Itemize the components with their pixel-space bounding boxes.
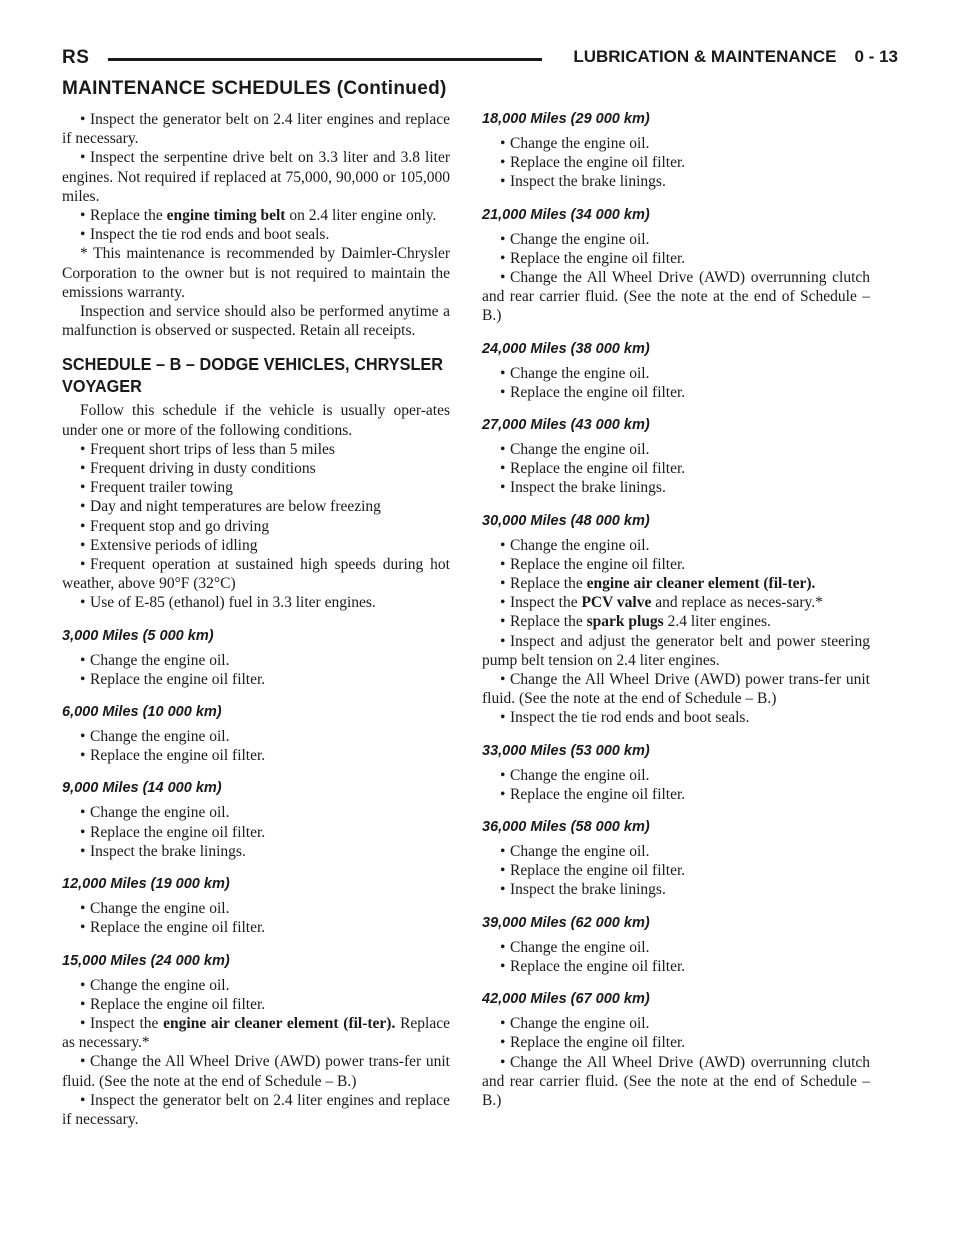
- page-number: 0 - 13: [854, 47, 898, 66]
- bullet-item: • Replace the engine oil filter.: [482, 249, 870, 268]
- condition-item: • Frequent operation at sustained high speeds during hot weather, above 90°F (32°C): [62, 555, 450, 593]
- bullet-item: • Inspect the brake linings.: [62, 842, 450, 861]
- mileage-heading: 24,000 Miles (38 000 km): [482, 340, 650, 357]
- bold-term: engine timing belt: [166, 207, 286, 225]
- mileage-heading: 42,000 Miles (67 000 km): [482, 991, 650, 1008]
- bullet-item: • Inspect the serpentine drive belt on 3.3 liter and 3.8 liter engines. Not required if replaced at 75,000, 90,000 or 105,000 miles.: [62, 148, 450, 206]
- bullet-item: • Replace the engine oil filter.: [62, 995, 450, 1014]
- bullet-item: • Change the engine oil.: [482, 364, 870, 383]
- mileage-heading: 12,000 Miles (19 000 km): [62, 876, 230, 893]
- bold-term: engine air cleaner element (fil-ter).: [163, 1014, 396, 1032]
- bold-term: PCV valve: [581, 594, 652, 612]
- bullet-item: • Change the All Wheel Drive (AWD) power trans-fer unit fluid. (See the note at the end of Schedule – B.): [482, 670, 870, 708]
- header-title: [573, 47, 898, 67]
- bullet-item: • Change the engine oil.: [62, 651, 450, 670]
- mileage-heading: 21,000 Miles (34 000 km): [482, 206, 650, 223]
- header-rule: [108, 58, 542, 61]
- paragraph: Follow this schedule if the vehicle is usually oper-ates under one or more of the following conditions.: [62, 402, 450, 439]
- bullet-item: • Replace the engine oil filter.: [62, 918, 450, 937]
- bullet-item: • Change the engine oil.: [62, 803, 450, 822]
- bullet-item: • Change the All Wheel Drive (AWD) overrunning clutch and rear carrier fluid. (See the note at the end of Schedule – B.): [482, 268, 870, 326]
- bold-term: engine air cleaner element (fil-ter).: [586, 575, 816, 593]
- condition-item: • Frequent driving in dusty conditions: [62, 459, 450, 478]
- chapter-title: LUBRICATION & MAINTENANCE: [573, 47, 837, 66]
- mileage-heading: 6,000 Miles (10 000 km): [62, 704, 222, 721]
- bullet-item: • Change the engine oil.: [482, 536, 870, 555]
- bullet-item: • Inspect the generator belt on 2.4 liter engines and replace if necessary.: [62, 1091, 450, 1129]
- bullet-item: • Change the engine oil.: [482, 134, 870, 153]
- continued-title: MAINTENANCE SCHEDULES (Continued): [62, 78, 447, 99]
- mileage-heading: 33,000 Miles (53 000 km): [482, 742, 650, 759]
- bullet-item: • Replace the engine oil filter.: [482, 555, 870, 574]
- bullet-item: • Change the All Wheel Drive (AWD) overrunning clutch and rear carrier fluid. (See the note at the end of Schedule – B.): [482, 1053, 870, 1111]
- bullet-item: • Inspect the tie rod ends and boot seals.: [482, 708, 870, 727]
- mileage-heading: 30,000 Miles (48 000 km): [482, 512, 650, 529]
- bullet-item: • Replace the engine timing belt on 2.4 liter engine only.: [62, 206, 450, 225]
- bullet-item: • Inspect the engine air cleaner element (fil-ter). Replace as necessary.*: [62, 1014, 450, 1052]
- bullet-item: • Change the engine oil.: [482, 230, 870, 249]
- bullet-item: • Replace the engine oil filter.: [482, 785, 870, 804]
- bullet-item: • Change the engine oil.: [482, 938, 870, 957]
- mileage-heading: 36,000 Miles (58 000 km): [482, 819, 650, 836]
- bullet-item: • Inspect the generator belt on 2.4 liter engines and replace if necessary.: [62, 110, 450, 148]
- bullet-item: • Inspect the brake linings.: [482, 880, 870, 899]
- bullet-item: • Change the engine oil.: [62, 727, 450, 746]
- bullet-item: • Change the All Wheel Drive (AWD) power trans-fer unit fluid. (See the note at the end of Schedule – B.): [62, 1052, 450, 1090]
- bullet-item: • Change the engine oil.: [482, 842, 870, 861]
- bullet-item: • Replace the engine oil filter.: [62, 823, 450, 842]
- condition-item: • Frequent short trips of less than 5 miles: [62, 440, 450, 459]
- bullet-item: • Replace the engine oil filter.: [482, 153, 870, 172]
- bullet-item: • Change the engine oil.: [62, 976, 450, 995]
- bullet-item: • Change the engine oil.: [482, 1014, 870, 1033]
- bullet-item: • Replace the engine oil filter.: [482, 861, 870, 880]
- page-header: [62, 47, 898, 73]
- bold-term: spark plugs: [586, 613, 664, 631]
- condition-item: • Use of E-85 (ethanol) fuel in 3.3 liter engines.: [62, 593, 450, 612]
- mileage-heading: 18,000 Miles (29 000 km): [482, 111, 650, 127]
- bullet-item: • Change the engine oil.: [482, 766, 870, 785]
- condition-item: • Extensive periods of idling: [62, 536, 450, 555]
- paragraph: Inspection and service should also be performed anytime a malfunction is observed or suspected. Retain all receipts.: [62, 303, 450, 340]
- condition-item: • Day and night temperatures are below freezing: [62, 497, 450, 516]
- bullet-item: • Inspect the tie rod ends and boot seals.: [62, 225, 450, 244]
- bullet-item: • Replace the engine oil filter.: [482, 1033, 870, 1052]
- mileage-heading: 39,000 Miles (62 000 km): [482, 914, 650, 931]
- bullet-item: • Replace the engine oil filter.: [482, 459, 870, 478]
- mileage-heading: 27,000 Miles (43 000 km): [482, 417, 650, 434]
- bullet-item: • Replace the engine oil filter.: [62, 746, 450, 765]
- left-column: [62, 110, 450, 1129]
- bullet-item: • Replace the engine oil filter.: [482, 957, 870, 976]
- right-column: [482, 110, 870, 1110]
- condition-item: • Frequent stop and go driving: [62, 517, 450, 536]
- bullet-item: • Replace the engine air cleaner element (fil-ter).: [482, 574, 870, 593]
- bullet-item: • Replace the engine oil filter.: [482, 383, 870, 402]
- bullet-item: • Inspect and adjust the generator belt and power steering pump belt tension on 2.4 liter engines.: [482, 632, 870, 670]
- mileage-heading: 9,000 Miles (14 000 km): [62, 780, 222, 797]
- bullet-item: • Inspect the brake linings.: [482, 172, 870, 191]
- bullet-item: • Change the engine oil.: [482, 440, 870, 459]
- footnote: * This maintenance is recommended by Daimler-Chrysler Corporation to the owner but is not required to maintain the emissions warranty.: [62, 245, 450, 301]
- bullet-item: • Replace the engine oil filter.: [62, 670, 450, 689]
- bullet-item: • Inspect the brake linings.: [482, 478, 870, 497]
- bullet-item: • Change the engine oil.: [62, 899, 450, 918]
- schedule-heading: SCHEDULE – B – DODGE VEHICLES, CHRYSLER VOYAGER: [62, 354, 444, 397]
- bullet-item: • Replace the spark plugs 2.4 liter engines.: [482, 612, 870, 631]
- bullet-item: • Inspect the PCV valve and replace as neces-sary.*: [482, 593, 870, 612]
- section-code: RS: [62, 47, 90, 68]
- mileage-heading: 3,000 Miles (5 000 km): [62, 627, 214, 644]
- condition-item: • Frequent trailer towing: [62, 478, 450, 497]
- mileage-heading: 15,000 Miles (24 000 km): [62, 952, 230, 969]
